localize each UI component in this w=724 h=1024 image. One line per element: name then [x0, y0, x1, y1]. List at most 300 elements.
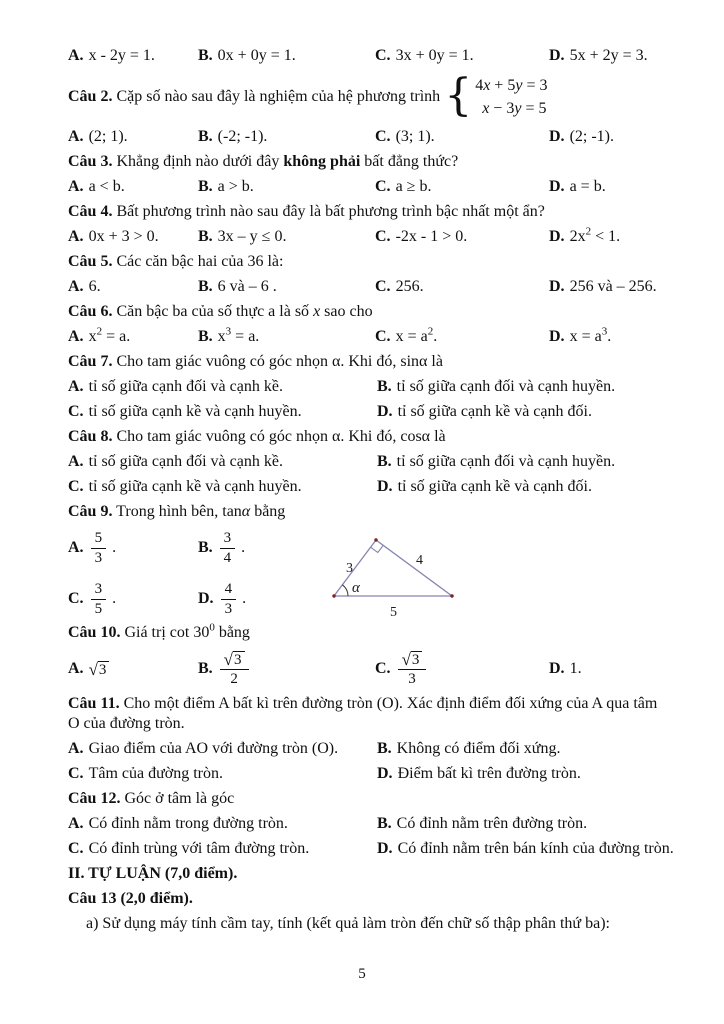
option-q12-options-ab-A	[68, 814, 377, 834]
text-segment: Câu 3.	[68, 153, 113, 170]
text-segment: Các căn bậc hai của 36 là:	[112, 253, 284, 270]
option-q5-options-A	[68, 277, 198, 297]
text-segment: 3	[223, 530, 232, 546]
option-text	[569, 225, 621, 245]
text-segment: Câu 10.	[68, 624, 121, 641]
text-segment: = 3	[522, 77, 548, 94]
text-segment: 3	[94, 581, 103, 597]
text-segment: 0x + 3 > 0.	[88, 228, 159, 245]
option-label: A.	[68, 228, 84, 245]
option-q2-options-D	[549, 127, 660, 147]
q12-options-cd	[68, 839, 674, 859]
option-label: A.	[68, 660, 84, 677]
question-4	[68, 202, 660, 222]
option-label: B.	[198, 278, 213, 295]
option-label: B.	[198, 128, 213, 145]
text-segment: Có đỉnh nằm trong đường tròn.	[88, 815, 288, 832]
option-label: A.	[68, 539, 84, 557]
text-segment: 5	[94, 530, 103, 546]
option-text	[218, 530, 246, 566]
option-q3-options-C	[375, 177, 549, 197]
text-segment: tỉ số giữa cạnh đối và cạnh kề.	[88, 453, 283, 470]
text-segment: 4	[223, 550, 232, 566]
option-q6-options-C	[375, 327, 549, 347]
option-label: A.	[68, 815, 84, 832]
text-segment: 4	[475, 77, 484, 94]
option-q2-options-A	[68, 127, 198, 147]
option-text	[396, 278, 424, 295]
text-segment: Câu 6.	[68, 303, 113, 320]
option-label: D.	[377, 840, 393, 857]
option-q4-options-C	[375, 227, 549, 247]
option-text	[89, 740, 339, 757]
option-label: C.	[375, 659, 391, 677]
question-8	[68, 427, 660, 447]
option-text	[89, 228, 159, 245]
option-q12-options-ab-B	[377, 814, 660, 834]
text-segment: 6 và – 6 .	[217, 278, 277, 295]
text-segment: Giao điểm của AO với đường tròn (O).	[88, 740, 339, 757]
option-label: D.	[549, 47, 565, 64]
option-text	[89, 478, 302, 495]
option-text	[89, 128, 128, 145]
q12-options-ab	[68, 814, 660, 834]
option-label: B.	[198, 328, 213, 345]
right-angle-mark-icon	[371, 545, 384, 552]
text-segment: Có đỉnh trùng với tâm đường tròn.	[88, 840, 310, 857]
text-segment: (-2; -1).	[217, 128, 268, 145]
section-tu-luan	[68, 864, 660, 884]
text-segment: bằng	[214, 624, 250, 641]
text-segment: x	[313, 303, 321, 320]
text-segment: Khẳng định nào dưới đây	[112, 153, 284, 170]
option-q2-options-B	[198, 127, 375, 147]
option-q7-options-cd-D	[377, 402, 660, 422]
option-q3-options-A	[68, 177, 198, 197]
superscript: 0	[209, 621, 215, 634]
equation-system	[475, 74, 547, 120]
option-q8-options-cd-D	[377, 477, 660, 497]
text-segment: Câu 7.	[68, 353, 113, 370]
q11-options-cd	[68, 764, 660, 784]
option-text	[398, 840, 674, 857]
option-q1-options-B	[198, 46, 375, 66]
option-label: D.	[377, 403, 393, 420]
text-segment: .	[238, 590, 247, 608]
option-text	[396, 178, 432, 195]
option-text	[89, 403, 302, 420]
triangle-figure	[325, 527, 475, 619]
option-label: B.	[198, 178, 213, 195]
text-segment: x	[482, 100, 490, 117]
question-3	[68, 152, 660, 172]
q1-options	[68, 46, 660, 66]
option-label: C.	[375, 328, 391, 345]
option-text	[89, 278, 101, 295]
question-text	[68, 87, 440, 107]
vertex-dot	[450, 594, 453, 597]
text-segment: Cho tam giác vuông có góc nhọn α. Khi đó, sinα là	[112, 353, 443, 370]
text-segment: .	[433, 328, 438, 345]
text-segment: Có đỉnh nằm trên đường tròn.	[396, 815, 588, 832]
q8-options-cd	[68, 477, 660, 497]
text-segment: 4	[224, 581, 233, 597]
option-text	[398, 478, 592, 495]
text-segment: x	[217, 328, 226, 345]
side-label-bottom: 5	[390, 605, 397, 619]
text-segment: không phải	[283, 153, 361, 170]
fraction	[398, 650, 427, 687]
option-label: C.	[68, 403, 84, 420]
text-segment: Cặp số nào sau đây là nghiệm của hệ phương trình	[112, 88, 441, 105]
text-segment: 2x	[569, 228, 586, 245]
radicand: 3	[233, 651, 245, 668]
superscript: 3	[601, 325, 608, 338]
text-segment: x	[483, 77, 491, 94]
option-q5-options-B	[198, 277, 375, 297]
option-q6-options-B	[198, 327, 375, 347]
option-text	[570, 278, 657, 295]
triangle-svg	[325, 527, 475, 619]
option-text	[395, 325, 438, 345]
option-q9-options-D	[198, 581, 325, 618]
option-text	[570, 47, 648, 64]
text-segment: Cho tam giác vuông có góc nhọn α. Khi đó, cosα là	[112, 428, 446, 445]
text-segment: Câu 12.	[68, 790, 121, 807]
text-segment: Câu 5.	[68, 253, 113, 270]
option-text	[89, 660, 110, 677]
text-segment: Cho một điểm A bất kì trên đường tròn (O). Xác định điểm đối xứng của A qua tâm O của đường tròn.	[68, 695, 658, 732]
text-segment: Giá trị cot 30	[120, 624, 210, 641]
option-label: A.	[68, 378, 84, 395]
text-segment: + 5	[490, 77, 516, 94]
option-q11-options-ab-B	[377, 739, 660, 759]
text-segment: Câu 13 (2,0 điểm).	[68, 890, 193, 907]
option-text	[396, 649, 429, 687]
option-label: A.	[68, 278, 84, 295]
text-segment: 3x – y ≤ 0.	[217, 228, 287, 245]
option-text	[397, 815, 587, 832]
option-text	[88, 325, 131, 345]
text-segment: 5x + 2y = 3.	[569, 47, 648, 64]
text-segment: -2x - 1 > 0.	[395, 228, 468, 245]
question-7	[68, 352, 660, 372]
text-segment: y	[514, 100, 522, 117]
option-label: B.	[377, 453, 392, 470]
option-label: C.	[68, 765, 84, 782]
option-q4-options-A	[68, 227, 198, 247]
fraction-options	[68, 527, 325, 618]
text-segment: x = a	[395, 328, 428, 345]
text-segment: (2; 1).	[88, 128, 128, 145]
text-segment: Không có điểm đối xứng.	[396, 740, 561, 757]
text-segment: Câu 4.	[68, 203, 113, 220]
option-label: B.	[198, 539, 213, 557]
option-q1-options-A	[68, 46, 198, 66]
text-segment: x - 2y = 1.	[88, 47, 155, 64]
option-label: B.	[377, 815, 392, 832]
option-text	[89, 378, 283, 395]
option-q9-options-C	[68, 581, 198, 618]
option-text	[89, 530, 117, 566]
equation-2	[475, 97, 547, 120]
text-segment: a < b.	[88, 178, 125, 195]
text-segment: a > b.	[217, 178, 254, 195]
q9-options	[68, 527, 660, 619]
text-segment: Bất phương trình nào sau đây là bất phương trình bậc nhất một ẩn?	[112, 203, 545, 220]
option-q6-options-D	[549, 327, 660, 347]
option-text	[397, 453, 615, 470]
option-label: A.	[68, 128, 84, 145]
text-segment: tỉ số giữa cạnh đối và cạnh huyền.	[396, 378, 616, 395]
superscript: 2	[96, 325, 103, 338]
option-label: C.	[375, 178, 391, 195]
option-q8-options-cd-C	[68, 477, 377, 497]
option-label: B.	[198, 659, 213, 677]
option-text	[217, 325, 260, 345]
text-segment: 1.	[569, 660, 582, 677]
option-label: C.	[375, 228, 391, 245]
q2-options	[68, 127, 660, 147]
text-segment: 2	[230, 670, 238, 687]
option-q1-options-D	[549, 46, 660, 66]
q10-options	[68, 648, 660, 690]
question-9	[68, 502, 660, 522]
text-segment: Căn bậc ba của số thực a là số	[112, 303, 314, 320]
text-segment: = a.	[102, 328, 131, 345]
text-segment: 3	[94, 550, 103, 566]
text-segment: a) Sử dụng máy tính cầm tay, tính (kết quả làm tròn đến chữ số thập phân thứ ba):	[86, 915, 610, 932]
option-text	[89, 47, 155, 64]
option-q11-options-cd-C	[68, 764, 377, 784]
option-label: B.	[377, 378, 392, 395]
text-segment: a ≥ b.	[395, 178, 432, 195]
q5-options	[68, 277, 660, 297]
option-q10-options-A	[68, 659, 198, 679]
question-5	[68, 252, 660, 272]
option-q12-options-cd-D	[377, 839, 674, 859]
option-label: C.	[375, 128, 391, 145]
text-segment: − 3	[489, 100, 515, 117]
text-segment: .	[607, 328, 612, 345]
question-13	[68, 889, 660, 909]
text-segment: bằng	[250, 503, 286, 520]
sqrt-expression	[89, 661, 110, 678]
option-label: D.	[549, 660, 565, 677]
option-label: A.	[68, 740, 84, 757]
option-label: D.	[549, 278, 565, 295]
option-q11-options-cd-D	[377, 764, 660, 784]
text-segment: .	[237, 539, 246, 557]
option-q2-options-C	[375, 127, 549, 147]
text-segment: α	[241, 503, 251, 520]
option-q7-options-cd-C	[68, 402, 377, 422]
side-label-left: 3	[346, 561, 353, 576]
option-label: D.	[549, 128, 565, 145]
exam-page-content	[68, 46, 674, 939]
option-q8-options-ab-A	[68, 452, 377, 472]
text-segment: tỉ số giữa cạnh kề và cạnh huyền.	[88, 403, 302, 420]
question-6	[68, 302, 660, 322]
angle-arc-icon	[342, 585, 348, 596]
option-q12-options-cd-C	[68, 839, 377, 859]
option-label: A.	[68, 453, 84, 470]
angle-label: α	[352, 580, 360, 596]
option-text	[89, 765, 223, 782]
option-text	[218, 649, 251, 687]
option-text	[89, 840, 310, 857]
option-text	[218, 278, 277, 295]
option-label: C.	[68, 840, 84, 857]
q6-options	[68, 327, 660, 347]
option-q9-options-B	[198, 530, 325, 567]
option-text	[569, 325, 612, 345]
option-text	[89, 178, 125, 195]
option-text	[398, 765, 581, 782]
option-text	[89, 581, 117, 617]
text-segment: 0x + 0y = 1.	[217, 47, 296, 64]
fraction	[220, 530, 236, 567]
text-segment: Góc ở tâm là góc	[120, 790, 235, 807]
fraction	[220, 650, 249, 687]
option-q5-options-D	[549, 277, 660, 297]
option-label: C.	[68, 590, 84, 608]
q7-options-ab	[68, 377, 660, 397]
option-q8-options-ab-B	[377, 452, 660, 472]
option-label: D.	[549, 178, 565, 195]
fraction	[91, 581, 107, 618]
question-2	[68, 71, 660, 123]
option-q7-options-ab-A	[68, 377, 377, 397]
question-10	[68, 623, 660, 643]
sqrt-expression	[224, 651, 245, 668]
option-label: C.	[375, 278, 391, 295]
text-segment: x	[88, 328, 97, 345]
option-q10-options-C	[375, 650, 549, 687]
sqrt-expression	[402, 651, 423, 668]
option-label: A.	[68, 178, 84, 195]
option-q5-options-C	[375, 277, 549, 297]
superscript: 3	[225, 325, 232, 338]
superscript: 2	[585, 225, 592, 238]
option-label: D.	[549, 328, 565, 345]
radical-sign: √	[223, 649, 234, 669]
option-q4-options-B	[198, 227, 375, 247]
option-label: A.	[68, 328, 84, 345]
q4-options	[68, 227, 660, 247]
superscript: 2	[427, 325, 434, 338]
text-segment: Câu 9.	[68, 503, 113, 520]
text-segment: tỉ số giữa cạnh đối và cạnh huyền.	[396, 453, 616, 470]
text-segment: 3	[408, 670, 416, 687]
option-text	[397, 378, 615, 395]
option-q10-options-B	[198, 650, 375, 687]
text-segment: tỉ số giữa cạnh kề và cạnh đối.	[397, 403, 592, 420]
q7-options-cd	[68, 402, 660, 422]
text-segment: (2; -1).	[569, 128, 614, 145]
option-label: D.	[377, 478, 393, 495]
radical-sign: √	[88, 659, 98, 679]
text-segment: 3	[224, 601, 233, 617]
q8-options-ab	[68, 452, 660, 472]
option-text	[570, 128, 614, 145]
text-segment: a = b.	[569, 178, 606, 195]
text-segment: tỉ số giữa cạnh kề và cạnh đối.	[397, 478, 592, 495]
vertex-dot	[332, 594, 335, 597]
option-text	[570, 660, 582, 677]
equation-1	[475, 74, 547, 97]
radical-sign: √	[401, 649, 411, 669]
option-label: D.	[377, 765, 393, 782]
question-13a	[68, 914, 660, 934]
option-text	[218, 47, 296, 64]
page-number: 5	[358, 966, 366, 982]
side-label-right: 4	[416, 553, 423, 568]
radicand: 3	[98, 661, 110, 678]
option-q6-options-A	[68, 327, 198, 347]
text-segment: (3; 1).	[395, 128, 435, 145]
option-label: A.	[68, 47, 84, 64]
text-segment: = 5	[521, 100, 547, 117]
vertex-dot	[374, 538, 377, 541]
text-segment: .	[108, 539, 117, 557]
option-text	[218, 128, 268, 145]
text-segment: y	[515, 77, 523, 94]
text-segment: Tâm của đường tròn.	[88, 765, 223, 782]
option-q11-options-ab-A	[68, 739, 377, 759]
text-segment: 256 và – 256.	[569, 278, 657, 295]
text-segment: tỉ số giữa cạnh kề và cạnh huyền.	[88, 478, 302, 495]
text-segment: 256.	[395, 278, 424, 295]
option-q3-options-B	[198, 177, 375, 197]
option-text	[396, 47, 474, 64]
text-segment: 6.	[88, 278, 101, 295]
option-label: D.	[549, 228, 565, 245]
fraction	[91, 530, 107, 567]
text-segment: = a.	[231, 328, 260, 345]
option-q4-options-D	[549, 227, 660, 247]
option-text	[218, 228, 287, 245]
text-segment: x = a	[569, 328, 602, 345]
q3-options	[68, 177, 660, 197]
option-label: B.	[198, 228, 213, 245]
q11-options-ab	[68, 739, 660, 759]
option-text	[398, 403, 592, 420]
option-q3-options-D	[549, 177, 660, 197]
text-segment: tỉ số giữa cạnh đối và cạnh kề.	[88, 378, 283, 395]
question-12	[68, 789, 660, 809]
text-segment: Câu 2.	[68, 88, 113, 105]
option-label: C.	[375, 47, 391, 64]
radicand: 3	[411, 651, 423, 668]
option-text	[397, 740, 561, 757]
text-segment: Câu 11.	[68, 695, 120, 712]
option-label: B.	[377, 740, 392, 757]
option-q1-options-C	[375, 46, 549, 66]
text-segment: .	[108, 590, 117, 608]
text-segment: Điểm bất kì trên đường tròn.	[397, 765, 581, 782]
option-text	[396, 128, 435, 145]
text-segment: < 1.	[591, 228, 621, 245]
text-segment: Câu 8.	[68, 428, 113, 445]
option-label: C.	[68, 478, 84, 495]
option-text	[89, 453, 283, 470]
option-text	[89, 815, 288, 832]
text-segment: sao cho	[320, 303, 373, 320]
text-segment: 3x + 0y = 1.	[395, 47, 474, 64]
option-q10-options-D	[549, 659, 660, 679]
option-q9-options-A	[68, 530, 198, 567]
